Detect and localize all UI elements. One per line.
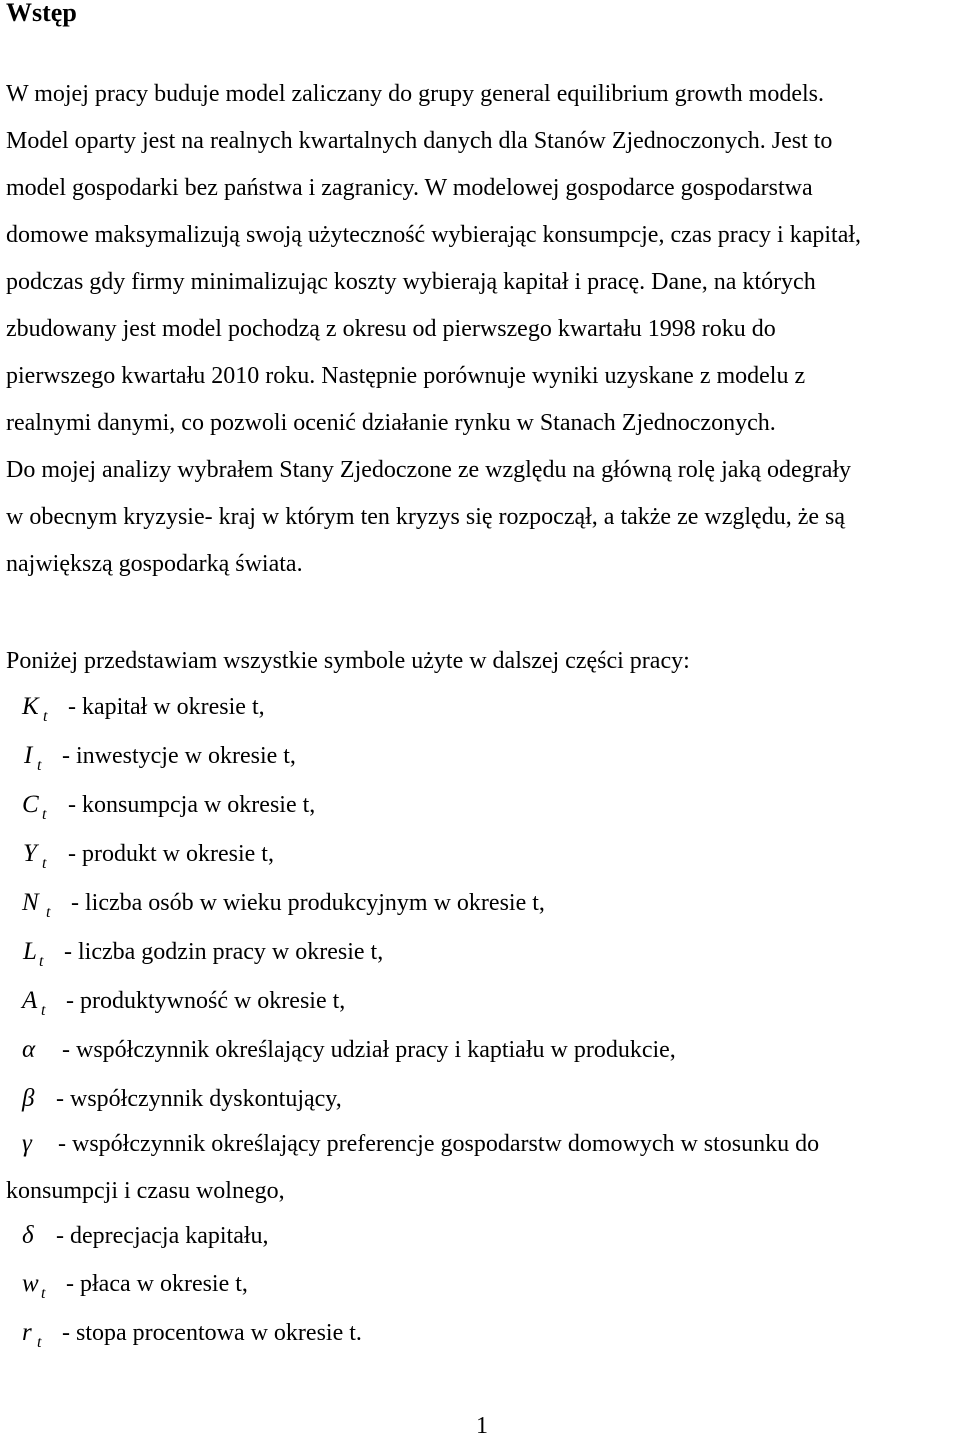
symbol-description: - inwestycje w okresie t,: [62, 743, 296, 769]
symbol-description: - współczynnik dyskontujący,: [56, 1086, 342, 1112]
symbol-description: - deprecjacja kapitału,: [56, 1223, 269, 1249]
symbol-description: - stopa procentowa w okresie t.: [62, 1320, 362, 1346]
symbol-description: - współczynnik określający udział pracy i kaptiału w produkcie,: [62, 1037, 676, 1063]
symbols-intro: [6, 647, 956, 675]
intro-line: Do mojej analizy wybrałem Stany Zjedoczone ze względu na główną rolę jaką odegrały: [6, 457, 852, 483]
intro-line: pierwszego kwartału 2010 roku. Następnie porównuje wyniki uzyskane z modelu z: [6, 363, 806, 389]
intro-line: Model oparty jest na realnych kwartalnych danych dla Stanów Zjednoczonych. Jest to: [6, 128, 833, 154]
symbol-alpha: α: [22, 1036, 36, 1063]
symbol-description-continuation: konsumpcji i czasu wolnego,: [6, 1178, 285, 1204]
symbol-subscript: t: [46, 904, 51, 921]
symbols-intro-text: Poniżej przedstawiam wszystkie symbole użyte w dalszej części pracy:: [6, 648, 690, 674]
symbol-description: - płaca w okresie t,: [66, 1271, 248, 1297]
symbol-description: - liczba osób w wieku produkcyjnym w okresie t,: [71, 890, 545, 916]
symbol-subscript: t: [43, 708, 48, 725]
symbol-subscript: t: [37, 757, 42, 774]
symbol-y: Y: [23, 840, 37, 867]
symbol-k: K: [22, 693, 39, 720]
symbol-beta: β: [22, 1085, 35, 1112]
intro-line: model gospodarki bez państwa i zagranicy. W modelowej gospodarce gospodarstwa: [6, 175, 813, 201]
intro-line: największą gospodarką świata.: [6, 551, 303, 577]
intro-line: zbudowany jest model pochodzą z okresu od pierwszego kwartału 1998 roku do: [6, 316, 776, 342]
symbol-description: - liczba godzin pracy w okresie t,: [64, 939, 384, 965]
symbol-description: - produktywność w okresie t,: [66, 988, 346, 1014]
intro-line: domowe maksymalizują swoją użyteczność wybierając konsumpcje, czas pracy i kapitał,: [6, 222, 862, 248]
symbol-subscript: t: [42, 855, 47, 872]
symbol-r: r: [22, 1319, 32, 1346]
symbol-a: A: [22, 987, 38, 1014]
intro-line: podczas gdy firmy minimalizując koszty wybierają kapitał i pracę. Dane, na których: [6, 269, 816, 295]
symbol-gamma: γ: [22, 1130, 32, 1157]
symbol-subscript: t: [41, 1285, 46, 1302]
symbol-delta: δ: [22, 1222, 34, 1249]
symbol-subscript: t: [41, 1002, 46, 1019]
symbol-subscript: t: [37, 1334, 42, 1351]
intro-paragraph: [6, 71, 946, 588]
symbol-description: - konsumpcja w okresie t,: [68, 792, 316, 818]
intro-line: W mojej pracy buduje model zaliczany do grupy general equilibrium growth models.: [6, 81, 824, 107]
symbol-i: I: [24, 742, 33, 769]
intro-line: w obecnym kryzysie- kraj w którym ten kryzys się rozpoczął, a także ze względu, że są: [6, 504, 845, 530]
symbol-l: L: [23, 938, 37, 965]
symbol-description: - współczynnik określający preferencje gospodarstw domowych w stosunku do: [58, 1131, 820, 1157]
symbol-subscript: t: [39, 953, 44, 970]
intro-line: realnymi danymi, co pozwoli ocenić działanie rynku w Stanach Zjednoczonych.: [6, 410, 776, 436]
symbol-subscript: t: [42, 806, 47, 823]
symbol-description: - produkt w okresie t,: [68, 841, 274, 867]
symbol-n: N: [22, 889, 39, 916]
page-number: 1: [476, 1413, 488, 1439]
section-title: Wstęp: [6, 0, 77, 27]
symbol-w: w: [22, 1270, 39, 1297]
symbol-description: - kapitał w okresie t,: [68, 694, 265, 720]
symbol-c: C: [22, 791, 39, 818]
